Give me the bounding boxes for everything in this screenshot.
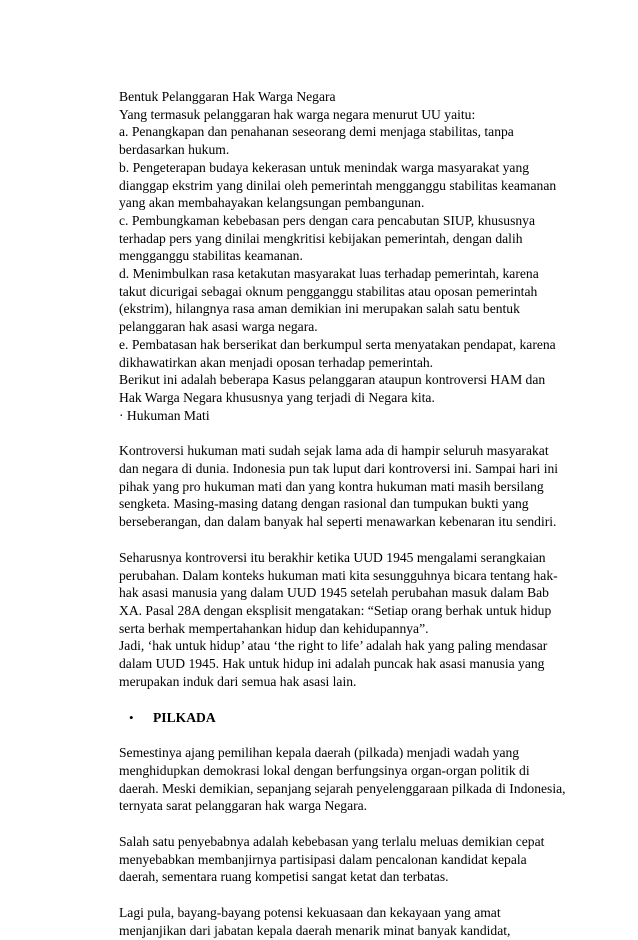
text-line: daerah. Meski demikian, sepanjang sejarah penyelenggaraan pilkada di Indonesia, bbox=[119, 780, 566, 796]
paragraph-gap bbox=[119, 424, 549, 442]
text-line: Jadi, ‘hak untuk hidup’ atau ‘the right to life’ adalah hak yang paling mendasar bbox=[119, 638, 548, 654]
text-line: daerah, sementara ruang kompetisi sangat ketat dan terbatas. bbox=[119, 869, 449, 885]
text-line: pelanggaran hak asasi warga negara. bbox=[119, 319, 318, 335]
text-line: sengketa. Masing-masing datang dengan rasional dan tumpukan bukti yang bbox=[119, 496, 529, 512]
text-line: perubahan. Dalam konteks hukuman mati kita sesungguhnya bicara tentang hak- bbox=[119, 567, 558, 583]
text-line: menjanjikan dari jabatan kepala daerah menarik minat banyak kandidat, bbox=[119, 922, 511, 938]
text-line: e. Pembatasan hak berserikat dan berkumpul serta menyatakan pendapat, karena bbox=[119, 336, 556, 352]
text-line: (ekstrim), hilangnya rasa aman demikian ini merupakan salah satu bentuk bbox=[119, 301, 520, 317]
text-line: Semestinya ajang pemilihan kepala daerah (pilkada) menjadi wadah yang bbox=[119, 745, 520, 761]
bullet-pilkada bbox=[119, 709, 549, 727]
text-line: dianggap ekstrim yang dinilai oleh pemerintah mengganggu stabilitas keamanan bbox=[119, 177, 557, 193]
text-line: serta berhak mempertahankan hidup dan kehidupannya”. bbox=[119, 620, 429, 636]
text-line: dalam UUD 1945. Hak untuk hidup ini adalah puncak hak asasi manusia yang bbox=[119, 656, 545, 672]
text-line: menyebabkan membanjirnya partisipasi dalam pencalonan kandidat kepala bbox=[119, 851, 527, 867]
text-line: Yang termasuk pelanggaran hak warga negara menurut UU yaitu: bbox=[119, 106, 476, 122]
text-line: dan negara di dunia. Indonesia pun tak luput dari kontroversi ini. Sampai hari ini bbox=[119, 461, 559, 477]
text-line: Kontroversi hukuman mati sudah sejak lama ada di hampir seluruh masyarakat bbox=[119, 443, 549, 459]
seharusnya-paragraph bbox=[119, 549, 558, 691]
paragraph-gap bbox=[119, 531, 549, 549]
semestinya-paragraph bbox=[119, 744, 566, 815]
text-line: b. Pengeterapan budaya kekerasan untuk menindak warga masyarakat yang bbox=[119, 159, 530, 175]
text-line: dikhawatirkan akan menjadi oposan terhadap pemerintah. bbox=[119, 354, 434, 370]
lagi-pula-paragraph bbox=[119, 904, 549, 939]
text-line: c. Pembungkaman kebebasan pers dengan cara pencabutan SIUP, khususnya bbox=[119, 212, 535, 228]
text-line: hak asasi manusia yang dalam UUD 1945 setelah perubahan masuk dalam Bab bbox=[119, 585, 549, 601]
text-line: yang akan membahayakan kelangsungan pembangunan. bbox=[119, 195, 425, 211]
text-line: merupakan induk dari semua hak asasi lain. bbox=[119, 673, 357, 689]
text-line: Salah satu penyebabnya adalah kebebasan yang terlalu meluas demikian cepat bbox=[119, 834, 545, 850]
text-line: d. Menimbulkan rasa ketakutan masyarakat luas terhadap pemerintah, karena bbox=[119, 266, 539, 282]
kontroversi-paragraph bbox=[119, 442, 559, 531]
text-line: ternyata sarat pelanggaran hak warga Negara. bbox=[119, 798, 368, 814]
text-line: a. Penangkapan dan penahanan seseorang demi menjaga stabilitas, tanpa bbox=[119, 124, 514, 140]
text-line: mengganggu stabilitas keamanan. bbox=[119, 248, 303, 264]
text-line: berseberangan, dan dalam banyak hal seperti menawarkan kebenaran itu sendiri. bbox=[119, 514, 557, 530]
text-line: terhadap pers yang dinilai mengkritisi kebijakan pemerintah, dengan dalih bbox=[119, 230, 523, 246]
heading-line: Bentuk Pelanggaran Hak Warga Negara bbox=[119, 89, 336, 104]
paragraph-gap bbox=[119, 726, 549, 744]
text-line: pihak yang pro hukuman mati dan yang kontra hukuman mati masih bersilang bbox=[119, 478, 544, 494]
salah-satu-paragraph bbox=[119, 833, 549, 886]
text-line: berdasarkan hukum. bbox=[119, 142, 230, 158]
text-line: takut dicurigai sebagai oknum pengganggu stabilitas atau oposan pemerintah bbox=[119, 283, 538, 299]
text-line: Seharusnya kontroversi itu berakhir ketika UUD 1945 mengalami serangkaian bbox=[119, 549, 546, 565]
text-line: menghidupkan demokrasi lokal dengan berfungsinya organ-organ politik di bbox=[119, 762, 530, 778]
text-line: Hak Warga Negara khususnya yang terjadi di Negara kita. bbox=[119, 389, 435, 405]
subheading-hukuman-mati: · Hukuman Mati bbox=[119, 407, 210, 423]
paragraph-gap bbox=[119, 815, 549, 833]
text-line: Lagi pula, bayang-bayang potensi kekuasaan dan kekayaan yang amat bbox=[119, 905, 501, 921]
text-line: XA. Pasal 28A dengan eksplisit mengatakan: “Setiap orang berhak untuk hidup bbox=[119, 602, 552, 618]
paragraph-gap bbox=[119, 886, 549, 904]
paragraph-gap bbox=[119, 691, 549, 709]
section-heading-pilkada: PILKADA bbox=[153, 709, 216, 725]
intro-paragraph bbox=[119, 88, 557, 424]
bullet-icon: • bbox=[129, 709, 134, 725]
document-body bbox=[119, 88, 566, 940]
text-line: Berikut ini adalah beberapa Kasus pelanggaran ataupun kontroversi HAM dan bbox=[119, 372, 546, 388]
